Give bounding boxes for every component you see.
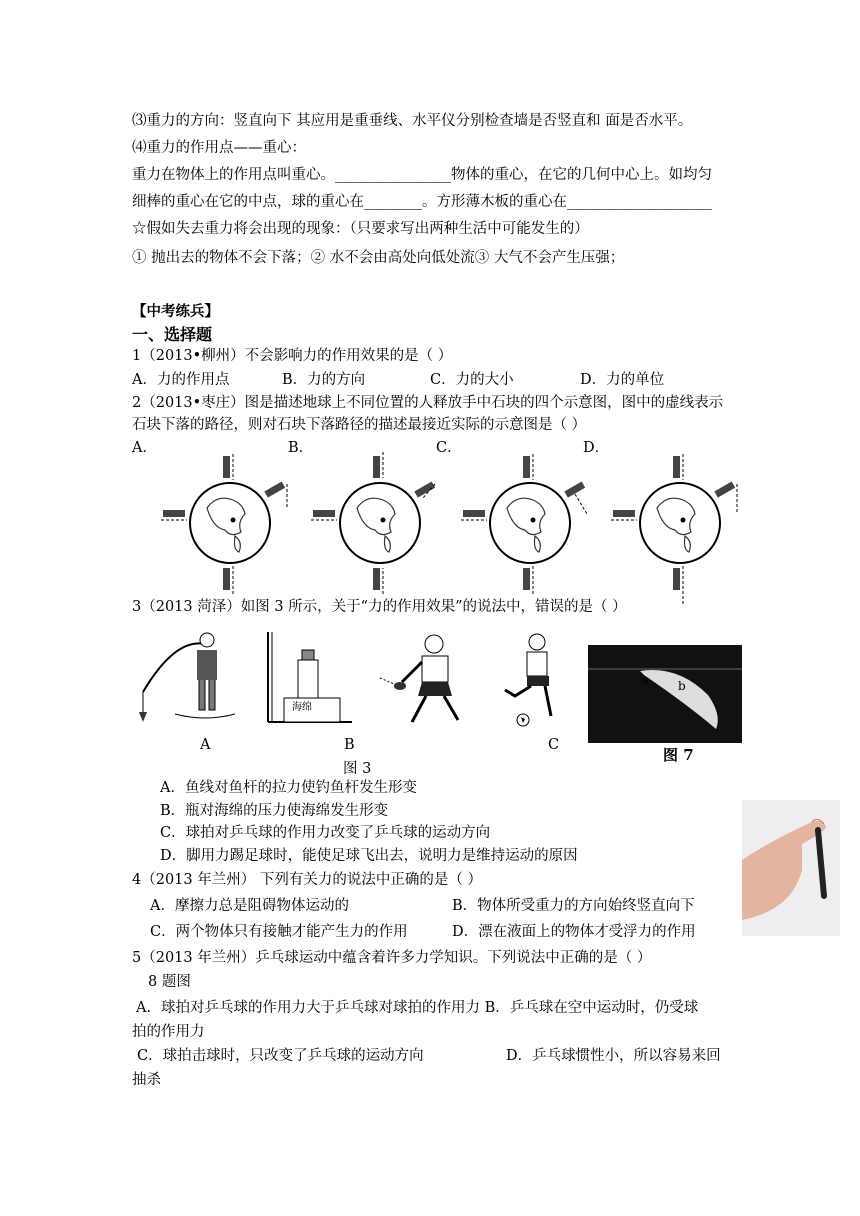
q2-stem-line2: 石块下落的路径，则对石块下落路径的描述最接近实际的示意图是（ ） xyxy=(132,417,587,433)
q5-stem: 5（2013 年兰州）乒乓球运动中蕴含着许多力学知识。下列说法中正确的是（ ） xyxy=(132,950,652,966)
q4-option-d: D．漂在液面上的物体才受浮力的作用 xyxy=(452,924,696,940)
note-center-definition: 重力在物体上的作用点叫重心。________________物体的重心，在它的几何中心上。如均匀 xyxy=(132,167,712,183)
q5-option-d-line1: D．乒乓球惯性小，所以容易来回 xyxy=(506,1048,721,1064)
q2-label-a: A． xyxy=(132,440,157,456)
q3-fig-caption: 图 3 xyxy=(343,761,372,777)
q3-fig-label-b: B xyxy=(344,737,355,753)
note-center-examples: 细棒的重心在它的中点，球的重心在________。方形薄木板的重心在____________________ xyxy=(132,194,712,210)
q3-option-a: A．鱼线对鱼杆的拉力使钓鱼杆发生形变 xyxy=(160,780,417,796)
section-subheading: 一、选择题 xyxy=(132,325,213,344)
q1-option-b: B．力的方向 xyxy=(282,372,366,388)
soccer-player-illustration xyxy=(497,632,577,732)
q2-label-c: C． xyxy=(436,440,462,456)
q5-option-c: C．球拍击球时，只改变了乒乓球的运动方向 xyxy=(137,1048,424,1064)
q4-option-c: C．两个物体只有接触才能产生力的作用 xyxy=(150,924,408,940)
table-tennis-player-illustration xyxy=(378,632,478,732)
q4-option-b: B．物体所受重力的方向始终竖直向下 xyxy=(452,898,695,914)
note-gravity-direction: ⑶重力的方向：竖直向下 其应用是重垂线、水平仪分别检查墙是否竖直和 面是否水平。 xyxy=(132,113,693,129)
q1-option-d: D．力的单位 xyxy=(580,372,665,388)
section-heading: 【中考练兵】 xyxy=(132,303,219,320)
q3-fig-label-a: A xyxy=(200,737,211,753)
fisherman-illustration xyxy=(135,630,245,730)
q2-globe-figure-b xyxy=(305,448,455,598)
q2-stem-line1: 2（2013•枣庄）图是描述地球上不同位置的人释放手中石块的四个示意图，图中的虚线表示 xyxy=(132,395,724,411)
q5-option-ab-line2: 拍的作用力 xyxy=(132,1024,205,1040)
q1-option-c: C．力的大小 xyxy=(430,372,514,388)
q3-option-d: D．脚用力踢足球时，能使足球飞出去，说明力是维持运动的原因 xyxy=(160,848,578,864)
q5-option-d-line2: 抽杀 xyxy=(132,1072,161,1088)
sponge-label: 海绵 xyxy=(292,702,312,713)
figure-7-caption: 图 7 xyxy=(663,746,694,764)
q1-option-a: A．力的作用点 xyxy=(132,372,230,388)
q5-figure-note: 8 题图 xyxy=(148,974,191,990)
q2-globe-figure-d xyxy=(605,448,755,608)
q3-fig-label-c: C xyxy=(548,737,560,753)
hand-photo xyxy=(742,800,840,936)
figure-7-label-a: a xyxy=(642,673,650,687)
q2-label-d: D． xyxy=(583,440,610,456)
note-no-gravity-answers: ① 抛出去的物体不会下落；② 水不会由高处向低处流③ 大气不会产生压强； xyxy=(132,250,625,266)
q3-option-c: C．球拍对乒乓球的作用力改变了乒乓球的运动方向 xyxy=(160,825,491,841)
q4-stem: 4（2013 年兰州） 下列有关力的说法中正确的是（ ） xyxy=(132,872,482,888)
q2-globe-figure-a xyxy=(155,448,305,598)
q3-stem: 3（2013 菏泽）如图 3 所示，关于“力的作用效果”的说法中，错误的是（ ） xyxy=(132,599,627,615)
note-no-gravity-prompt: ☆假如失去重力将会出现的现象：（只要求写出两种生活中可能发生的） xyxy=(132,221,589,237)
q5-option-ab-line1: A．球拍对乒乓球的作用力大于乒乓球对球拍的作用力 B．乒乓球在空中运动时，仍受球 xyxy=(136,1000,699,1016)
bottle-on-sponge-illustration xyxy=(262,632,352,727)
q1-stem: 1（2013•柳州）不会影响力的作用效果的是（ ） xyxy=(132,348,453,364)
figure-7-label-b: b xyxy=(678,679,686,693)
figure-7-photo xyxy=(588,645,742,743)
q2-globe-figure-c xyxy=(455,448,605,598)
note-center-of-gravity-heading: ⑷重力的作用点——重心： xyxy=(132,140,306,156)
q4-option-a: A．摩擦力总是阻碍物体运动的 xyxy=(150,898,349,914)
q2-label-b: B． xyxy=(288,440,314,456)
q3-option-b: B．瓶对海绵的压力使海绵发生形变 xyxy=(160,803,389,819)
